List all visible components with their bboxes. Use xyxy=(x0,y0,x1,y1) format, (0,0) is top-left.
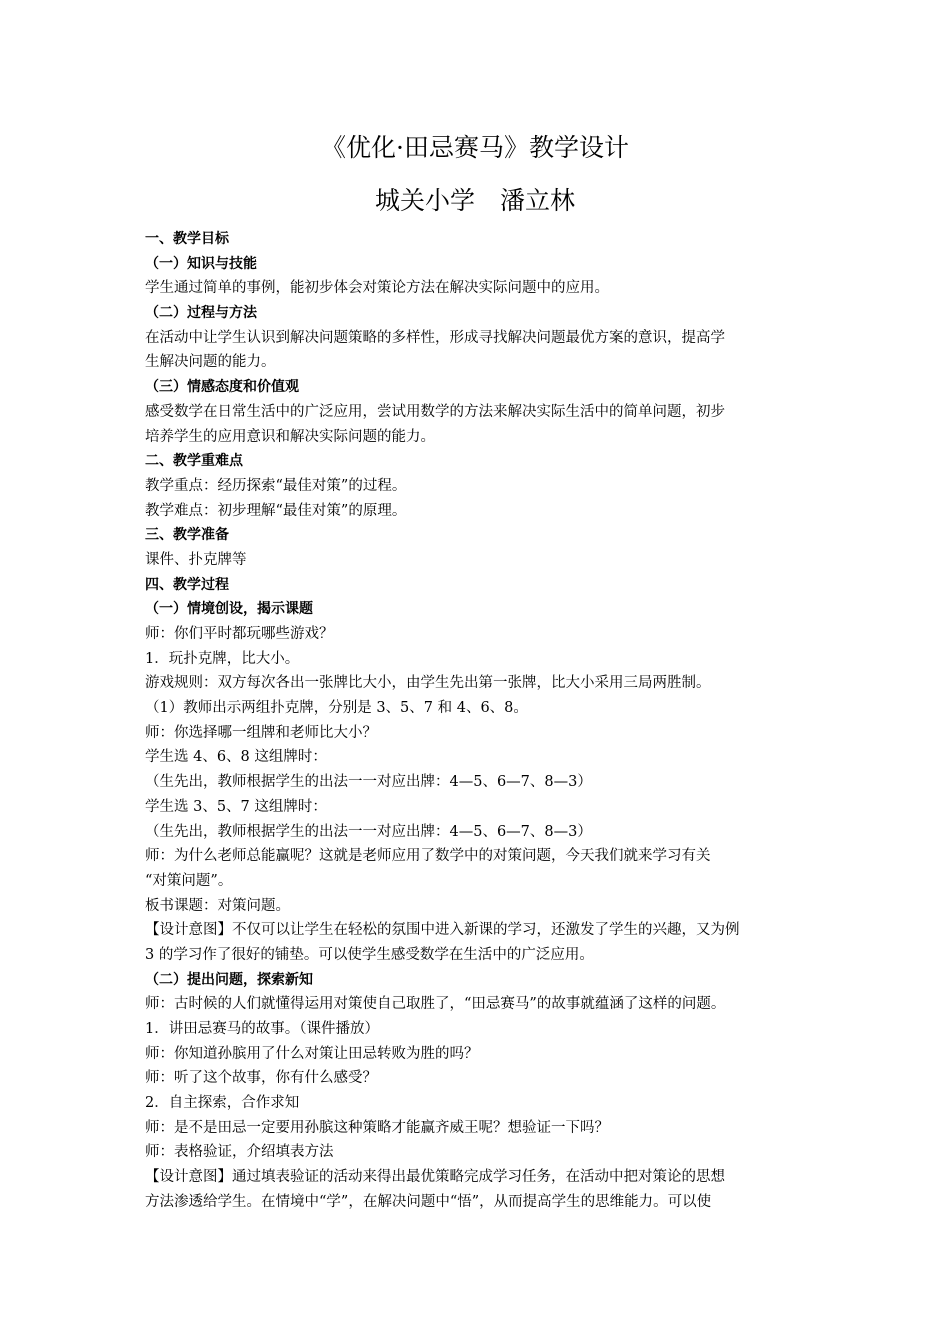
text-line: 学生选 3、5、7 这组牌时： xyxy=(145,798,327,815)
document-title: 《优化·田忌赛马》教学设计 xyxy=(321,133,629,162)
text-line: 感受数学在日常生活中的广泛应用，尝试用数学的方法来解决实际生活中的简单问题，初步 xyxy=(145,403,725,420)
text-line: 师：你们平时都玩哪些游戏？ xyxy=(145,626,334,642)
text-line: （生先出，教师根据学生的出法一一对应出牌：4—5、6—7、8—3） xyxy=(145,823,592,840)
text-line: “对策问题”。 xyxy=(145,872,233,889)
text-line: 教学难点：初步理解“最佳对策”的原理。 xyxy=(145,502,407,519)
text-line: 学生通过简单的事例，能初步体会对策论方法在解决实际问题中的应用。 xyxy=(145,280,609,297)
text-line: 课件、扑克牌等 xyxy=(145,551,247,568)
author-line: 城关小学 潘立林 xyxy=(374,186,575,215)
text-line: 1．玩扑克牌，比大小。 xyxy=(145,650,300,667)
text-line: 游戏规则：双方每次各出一张牌比大小，由学生先出第一张牌，比大小采用三局两胜制。 xyxy=(145,675,711,692)
text-line: 师：为什么老师总能赢呢？这就是老师应用了数学中的对策问题，今天我们就来学习有关 xyxy=(145,848,711,865)
text-line: 师：古时候的人们就懂得运用对策使自己取胜了，“田忌赛马”的故事就蕴涵了这样的问题。 xyxy=(145,996,726,1013)
text-line: 【设计意图】通过填表验证的活动来得出最优策略完成学习任务，在活动中把对策论的思想 xyxy=(145,1169,725,1186)
document-body xyxy=(145,227,825,1215)
text-line: 教学重点：经历探索“最佳对策”的过程。 xyxy=(145,477,407,494)
text-line: 3 的学习作了很好的铺垫。可以使学生感受数学在生活中的广泛应用。 xyxy=(145,946,594,963)
text-line: 在活动中让学生认识到解决问题策略的多样性，形成寻找解决问题最优方案的意识，提高学 xyxy=(145,329,725,346)
text-line: 方法渗透给学生。在情境中“学”，在解决问题中“悟”，从而提高学生的思维能力。可以使 xyxy=(145,1193,712,1210)
text-line: （1）教师出示两组扑克牌，分别是 3、5、7 和 4、6、8。 xyxy=(145,700,528,717)
text-line: 1．讲田忌赛马的故事。（课件播放） xyxy=(145,1021,379,1037)
text-line: 师：表格验证，介绍填表方法 xyxy=(145,1144,334,1161)
text-line: 2．自主探索，合作求知 xyxy=(145,1095,300,1112)
text-line: 学生选 4、6、8 这组牌时： xyxy=(145,749,327,766)
section-heading: （三）情感态度和价值观 xyxy=(145,379,299,396)
text-line: 师：听了这个故事，你有什么感受？ xyxy=(145,1070,377,1087)
section-heading: 一、教学目标 xyxy=(145,231,229,247)
section-heading: （二）过程与方法 xyxy=(145,305,257,322)
section-heading: （二）提出问题，探索新知 xyxy=(145,971,313,988)
section-heading: 四、教学过程 xyxy=(145,576,229,593)
section-heading: （一）知识与技能 xyxy=(145,255,257,272)
section-heading: （一）情境创设，揭示课题 xyxy=(145,601,313,618)
text-line: （生先出，教师根据学生的出法一一对应出牌：4—5、6—7、8—3） xyxy=(145,774,592,791)
text-line: 生解决问题的能力。 xyxy=(145,354,276,371)
text-line: 师：是不是田忌一定要用孙膑这种策略才能赢齐威王呢？想验证一下吗？ xyxy=(145,1119,609,1136)
text-line: 板书课题：对策问题。 xyxy=(145,897,290,914)
text-line: 师：你选择哪一组牌和老师比大小？ xyxy=(145,724,377,741)
text-line: 师：你知道孙膑用了什么对策让田忌转败为胜的吗？ xyxy=(145,1045,479,1062)
text-line: 【设计意图】不仅可以让学生在轻松的氛围中进入新课的学习，还激发了学生的兴趣，又为例 xyxy=(145,922,740,939)
text-line: 培养学生的应用意识和解决实际问题的能力。 xyxy=(145,428,435,445)
section-heading: 二、教学重难点 xyxy=(145,453,243,470)
section-heading: 三、教学准备 xyxy=(145,527,229,544)
